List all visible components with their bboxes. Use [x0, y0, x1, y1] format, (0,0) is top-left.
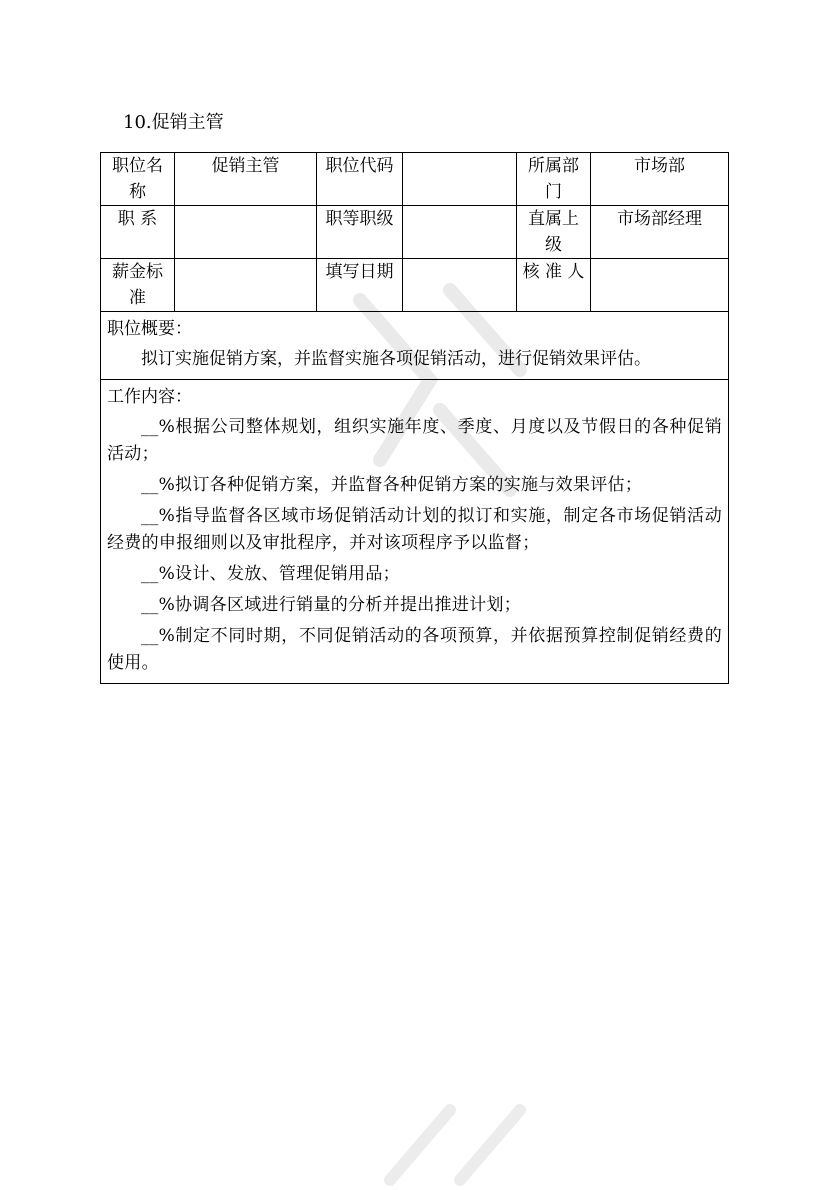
list-item: __%指导监督各区域市场促销活动计划的拟订和实施，制定各市场促销活动经费的申报细则以及审批程序，并对该项程序予以监督；: [107, 506, 722, 553]
approver-value: [591, 259, 729, 312]
fill-date-label: 填写日期: [317, 259, 403, 312]
overview-heading: 职位概要：: [107, 319, 192, 339]
position-name-value: 促销主管: [175, 153, 317, 206]
document-title: 10.促销主管: [123, 112, 224, 133]
salary-standard-value: [175, 259, 317, 312]
salary-standard-label: 薪金标准: [101, 259, 175, 312]
list-item: __%根据公司整体规划，组织实施年度、季度、月度以及节假日的各种促销活动；: [107, 417, 722, 464]
list-item: __%设计、发放、管理促销用品；: [141, 564, 400, 584]
list-item: __%协调各区域进行销量的分析并提出推进计划；: [141, 595, 522, 615]
department-value: 市场部: [591, 153, 729, 206]
overview-section: [101, 312, 729, 380]
work-content-row: [101, 380, 729, 684]
department-label: 所属部门: [517, 153, 591, 206]
position-name-label: 职位名称: [101, 153, 175, 206]
overview-row: [101, 312, 729, 380]
position-code-label: 职位代码: [317, 153, 403, 206]
job-description-table: [100, 152, 729, 684]
overview-text: 拟订实施促销方案，并监督实施各项促销活动，进行促销效果评估。: [141, 349, 651, 369]
grade-level-value: [403, 206, 517, 259]
job-family-value: [175, 206, 317, 259]
table-row: [101, 206, 729, 259]
list-item: __%拟订各种促销方案，并监督各种促销方案的实施与效果评估；: [141, 475, 643, 495]
work-content-section: [101, 380, 729, 684]
work-content-heading: 工作内容：: [107, 387, 192, 407]
table-row: [101, 259, 729, 312]
direct-supervisor-label: 直属上级: [517, 206, 591, 259]
fill-date-value: [403, 259, 517, 312]
job-family-label: 职 系: [101, 206, 175, 259]
grade-level-label: 职等职级: [317, 206, 403, 259]
watermark-graphic-bottom: [380, 1070, 530, 1190]
table-row: [101, 153, 729, 206]
list-item: __%制定不同时期，不同促销活动的各项预算，并依据预算控制促销经费的使用。: [107, 626, 722, 673]
direct-supervisor-value: 市场部经理: [591, 206, 729, 259]
position-code-value: [403, 153, 517, 206]
approver-label: 核 准 人: [517, 259, 591, 312]
